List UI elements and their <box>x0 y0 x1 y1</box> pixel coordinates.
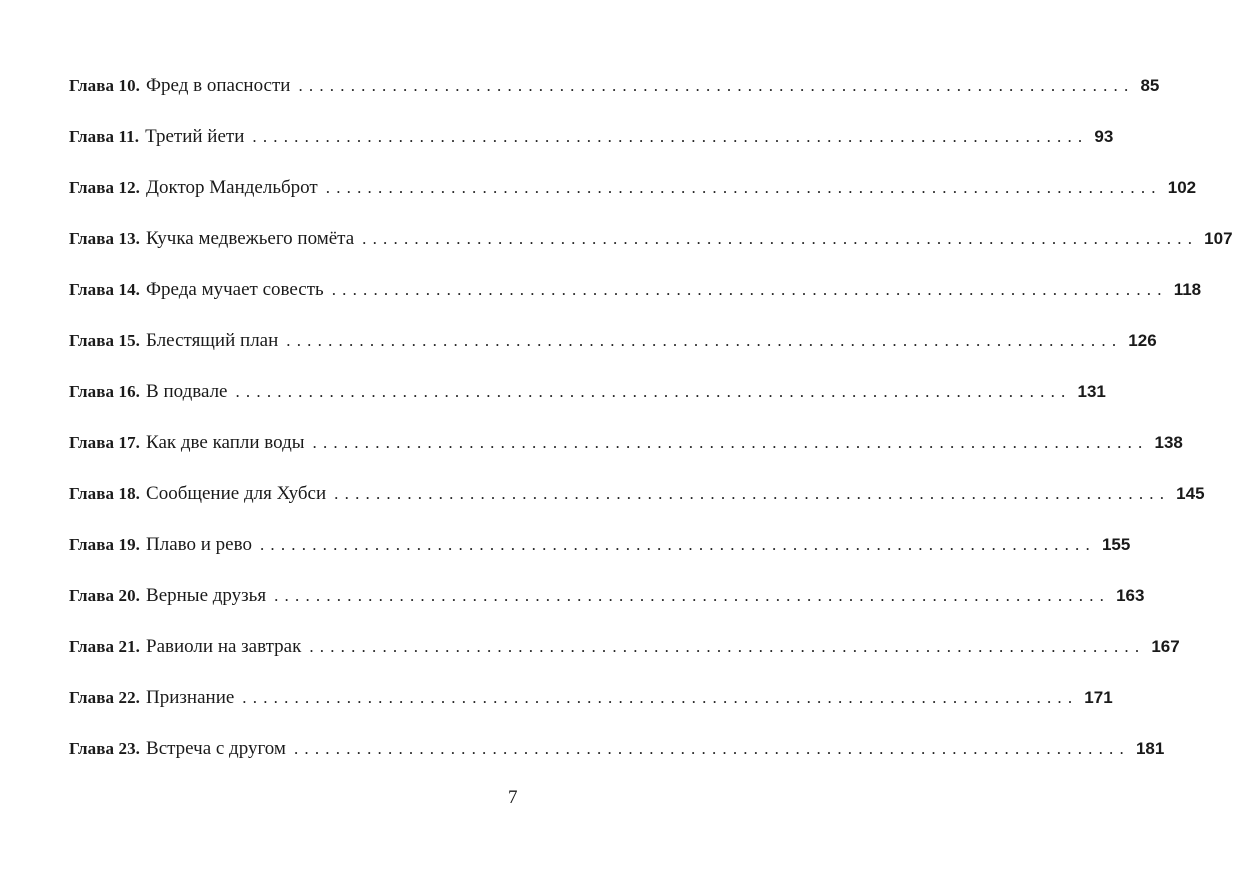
chapter-title: Блестящий план <box>146 330 279 351</box>
dot-leader: ................................................................................ <box>286 331 1123 350</box>
chapter-label: Глава 14. <box>69 280 141 299</box>
dot-leader: ................................................................................ <box>274 586 1111 605</box>
chapter-title: Фреда мучает совесть <box>146 279 324 300</box>
dot-leader: ................................................................................ <box>362 229 1199 248</box>
page-number: 102 <box>1167 178 1197 197</box>
chapter-title: Как две капли воды <box>146 432 305 453</box>
page-number: 118 <box>1173 280 1202 299</box>
toc-entry <box>69 432 1183 483</box>
dot-leader: ................................................................................ <box>252 127 1089 146</box>
toc-entry <box>69 381 1106 432</box>
dot-leader: ................................................................................ <box>298 76 1135 95</box>
chapter-label: Глава 20. <box>69 586 141 605</box>
chapter-title: Равиоли на завтрак <box>146 636 302 657</box>
toc-entry <box>69 75 1160 126</box>
chapter-label: Глава 18. <box>69 484 141 503</box>
chapter-label: Глава 13. <box>69 229 141 248</box>
page-number: 85 <box>1140 76 1160 95</box>
toc-entry <box>69 738 1165 789</box>
page-number: 181 <box>1135 739 1165 758</box>
dot-leader: ................................................................................ <box>325 178 1162 197</box>
toc-entry <box>69 534 1131 585</box>
chapter-label: Глава 17. <box>69 433 141 452</box>
chapter-label: Глава 23. <box>69 739 141 758</box>
chapter-label: Глава 21. <box>69 637 141 656</box>
toc-entry <box>69 228 1233 279</box>
page-number: 107 <box>1204 229 1233 248</box>
dot-leader: ................................................................................ <box>334 484 1171 503</box>
table-of-contents <box>69 75 1233 789</box>
page-number: 155 <box>1101 535 1131 554</box>
chapter-label: Глава 16. <box>69 382 141 401</box>
chapter-title: Доктор Мандельброт <box>146 177 318 198</box>
chapter-title: Третий йети <box>145 126 245 147</box>
toc-entry <box>69 330 1157 381</box>
toc-entry <box>69 585 1145 636</box>
toc-entry <box>69 177 1197 228</box>
dot-leader: ................................................................................ <box>312 433 1149 452</box>
chapter-title: Верные друзья <box>146 585 267 606</box>
page-folio: 7 <box>508 787 518 808</box>
chapter-title: Признание <box>146 687 235 708</box>
page-number: 171 <box>1084 688 1113 707</box>
chapter-title: Фред в опасности <box>146 75 291 96</box>
page-number: 138 <box>1154 433 1183 452</box>
dot-leader: ................................................................................ <box>331 280 1168 299</box>
dot-leader: ................................................................................ <box>235 382 1072 401</box>
toc-entry <box>69 687 1113 738</box>
chapter-title: Сообщение для Хубси <box>146 483 327 504</box>
chapter-label: Глава 22. <box>69 688 141 707</box>
dot-leader: ................................................................................ <box>309 637 1146 656</box>
dot-leader: ................................................................................ <box>259 535 1096 554</box>
page-number: 167 <box>1151 637 1180 656</box>
page-number: 163 <box>1116 586 1145 605</box>
chapter-title: Плаво и рево <box>146 534 252 555</box>
chapter-label: Глава 12. <box>69 178 141 197</box>
toc-entry <box>69 279 1202 330</box>
chapter-title: Встреча с другом <box>146 738 286 759</box>
page-number: 93 <box>1094 127 1114 146</box>
page-number: 131 <box>1077 382 1106 401</box>
page-number: 126 <box>1128 331 1157 350</box>
chapter-title: Кучка медвежьего помёта <box>146 228 355 249</box>
dot-leader: ................................................................................ <box>293 739 1130 758</box>
chapter-title: В подвале <box>146 381 228 402</box>
chapter-label: Глава 10. <box>69 76 141 95</box>
chapter-label: Глава 11. <box>69 127 140 146</box>
chapter-label: Глава 19. <box>69 535 141 554</box>
chapter-label: Глава 15. <box>69 331 141 350</box>
toc-entry <box>69 636 1180 687</box>
page-number: 145 <box>1176 484 1205 503</box>
toc-entry <box>69 483 1205 534</box>
dot-leader: ................................................................................ <box>242 688 1079 707</box>
toc-entry <box>69 126 1114 177</box>
